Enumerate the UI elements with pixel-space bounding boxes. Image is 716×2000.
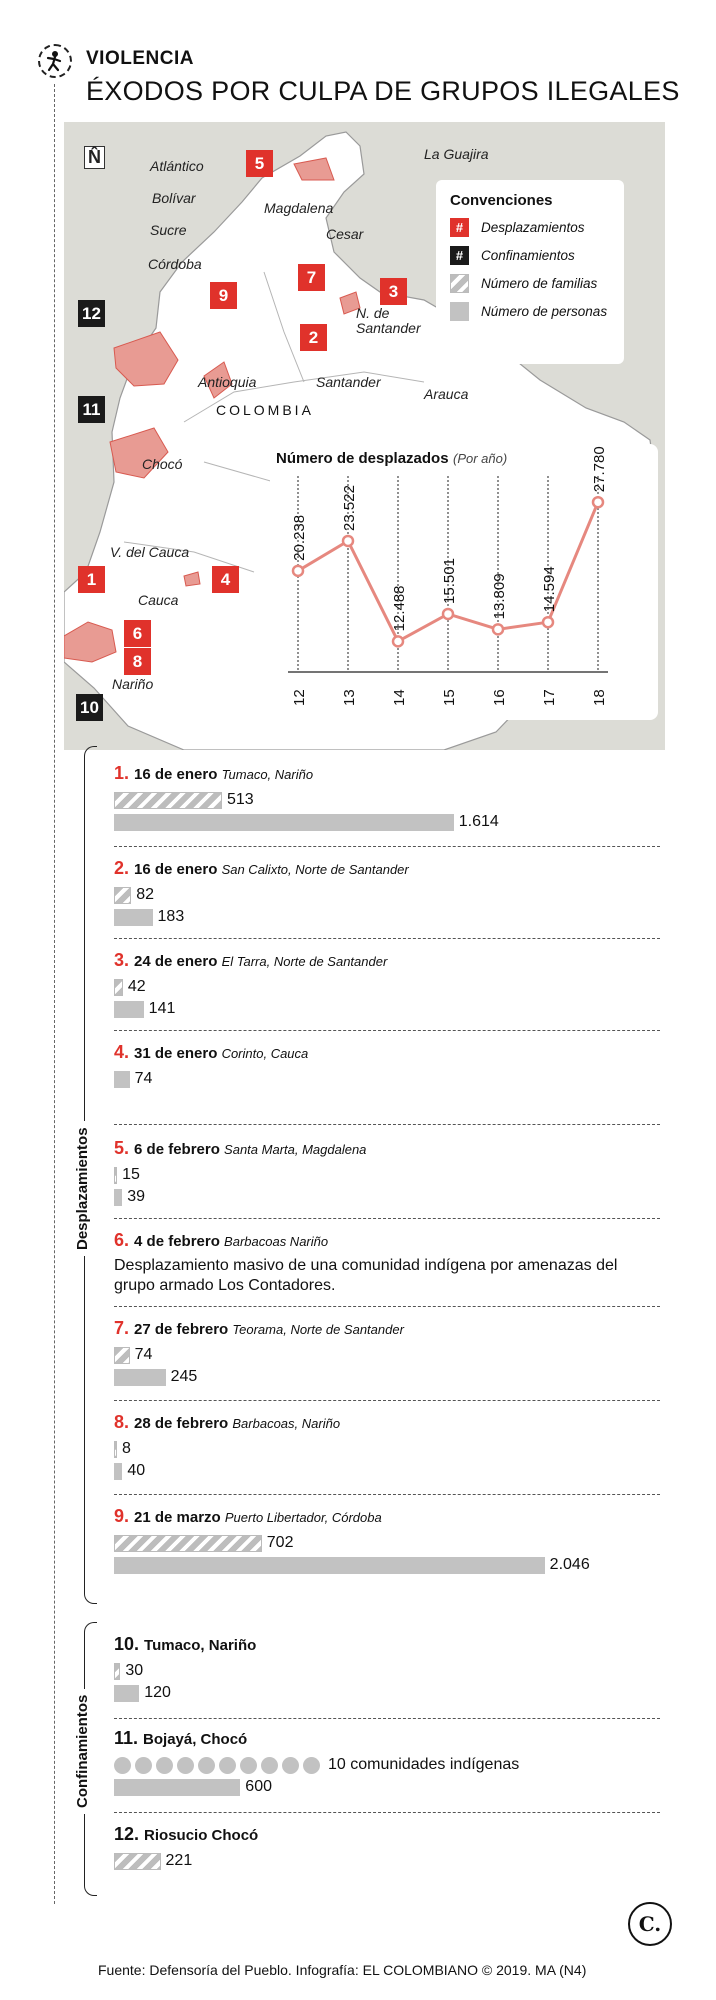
persons-row xyxy=(114,1186,660,1208)
confinement-body xyxy=(114,1850,660,1872)
families-value: 30 xyxy=(125,1662,144,1679)
persons-bar xyxy=(114,1685,139,1702)
chart-data-label: 14.594 xyxy=(541,566,558,613)
families-row xyxy=(114,976,660,998)
incident-place: Teorama, Norte de Santander xyxy=(232,1322,404,1337)
community-icon xyxy=(156,1757,173,1774)
chart-point xyxy=(593,497,603,507)
confinements-section-label: Confinamientos xyxy=(74,1689,91,1814)
incident-body xyxy=(114,1068,660,1090)
families-row xyxy=(114,789,660,811)
incident-place: San Calixto, Norte de Santander xyxy=(221,862,409,877)
incident-item xyxy=(114,1506,660,1576)
marker-6: 6 xyxy=(124,620,151,647)
chart-point xyxy=(343,536,353,546)
incident-date: 27 de febrero xyxy=(134,1321,233,1338)
persons-bar xyxy=(114,1071,130,1088)
incident-item xyxy=(114,1138,660,1208)
incident-number: 6. xyxy=(114,1230,135,1250)
incident-item xyxy=(114,1318,660,1388)
persons-row xyxy=(114,906,660,928)
families-row xyxy=(114,1438,660,1460)
community-icon xyxy=(303,1757,320,1774)
persons-row xyxy=(114,1554,660,1576)
chart-tick-label: 17 xyxy=(541,689,558,706)
chart-data-label: 15.501 xyxy=(441,558,458,604)
chart-point xyxy=(293,566,303,576)
incident-number: 1. xyxy=(114,763,135,783)
persons-bar xyxy=(114,1189,122,1206)
families-row xyxy=(114,1850,660,1872)
persons-value: 141 xyxy=(148,1000,176,1017)
families-bar xyxy=(114,1347,130,1364)
incident-place: Barbacoas Nariño xyxy=(224,1234,329,1249)
persons-bar xyxy=(114,1369,166,1386)
confinement-number: 10. xyxy=(114,1634,145,1654)
separator xyxy=(114,1718,660,1719)
incident-body xyxy=(114,976,660,1020)
incident-place: Barbacoas, Nariño xyxy=(232,1416,341,1431)
label-santander: Santander xyxy=(316,374,381,390)
marker-7: 7 xyxy=(298,264,325,291)
persons-row xyxy=(114,1068,660,1090)
incident-number: 8. xyxy=(114,1412,135,1432)
incident-number: 5. xyxy=(114,1138,135,1158)
chart-data-label: 23.522 xyxy=(341,485,358,531)
incident-body xyxy=(114,1164,660,1208)
persons-value: 1.614 xyxy=(458,813,499,830)
incident-item xyxy=(114,858,660,928)
label-magdalena: Magdalena xyxy=(264,200,334,216)
persons-bar xyxy=(114,1779,240,1796)
families-row xyxy=(114,884,660,906)
displacement-legend-icon: # xyxy=(450,218,469,237)
families-bar xyxy=(114,1853,161,1870)
marker-5: 5 xyxy=(246,150,273,177)
logo: C. xyxy=(628,1902,672,1946)
chart-point xyxy=(543,617,553,627)
persons-row xyxy=(114,1682,660,1704)
families-bar xyxy=(114,887,131,904)
incident-place: Santa Marta, Magdalena xyxy=(224,1142,367,1157)
confinement-number: 12. xyxy=(114,1824,145,1844)
incident-place: Corinto, Cauca xyxy=(221,1046,309,1061)
separator xyxy=(114,1124,660,1125)
incident-date: 16 de enero xyxy=(134,766,222,783)
displacements-section-label: Desplazamientos xyxy=(74,1121,91,1256)
label-country: COLOMBIA xyxy=(216,402,314,418)
incident-title xyxy=(114,1042,660,1063)
confinement-number: 11. xyxy=(114,1728,144,1748)
incident-body xyxy=(114,1532,660,1576)
chart-tick-label: 16 xyxy=(491,689,508,706)
incident-title xyxy=(114,763,660,784)
community-icon xyxy=(135,1757,152,1774)
incident-place: El Tarra, Norte de Santander xyxy=(221,954,388,969)
persons-legend-icon xyxy=(450,302,469,321)
persons-value: 183 xyxy=(157,908,185,925)
families-value: 82 xyxy=(136,886,155,903)
incident-item xyxy=(114,950,660,1020)
families-bar xyxy=(114,792,222,809)
community-icon xyxy=(177,1757,194,1774)
confinement-item xyxy=(114,1824,660,1872)
families-bar xyxy=(114,1663,120,1680)
chart-title: Número de desplazados xyxy=(276,450,449,467)
confinement-title xyxy=(114,1634,660,1655)
label-nsantander: N. de Santander xyxy=(356,305,421,336)
incident-body xyxy=(114,1344,660,1388)
confinement-item xyxy=(114,1728,660,1798)
line-chart xyxy=(270,444,658,720)
marker-2: 2 xyxy=(300,324,327,351)
incident-date: 16 de enero xyxy=(134,861,222,878)
families-row xyxy=(114,1164,660,1186)
persons-value: 600 xyxy=(245,1778,272,1795)
chart-tick-label: 18 xyxy=(591,689,608,706)
confinement-title xyxy=(114,1824,660,1845)
incident-number: 9. xyxy=(114,1506,135,1526)
label-atlantico: Atlántico xyxy=(150,158,204,174)
community-icon xyxy=(282,1757,299,1774)
persons-row xyxy=(114,998,660,1020)
persons-row xyxy=(114,1460,660,1482)
label-choco: Chocó xyxy=(142,456,183,472)
marker-10: 10 xyxy=(76,694,103,721)
persons-value: 40 xyxy=(127,1462,146,1479)
families-bar xyxy=(114,1441,117,1458)
chart-data-label: 12.488 xyxy=(391,585,408,632)
label-cesar: Cesar xyxy=(326,226,364,242)
community-icon xyxy=(261,1757,278,1774)
community-icon xyxy=(198,1757,215,1774)
legend-title: Convenciones xyxy=(450,192,553,209)
chart-point xyxy=(493,624,503,634)
incident-title xyxy=(114,1318,660,1339)
incident-date: 24 de enero xyxy=(134,953,222,970)
families-bar xyxy=(114,979,123,996)
label-cordoba: Córdoba xyxy=(148,256,202,272)
frame-vertical-rule xyxy=(54,84,55,1904)
label-narino: Nariño xyxy=(112,676,154,692)
persons-bar xyxy=(114,1463,122,1480)
families-value: 8 xyxy=(122,1440,131,1457)
page-title: ÉXODOS POR CULPA DE GRUPOS ILEGALES xyxy=(86,76,680,106)
persons-bar xyxy=(114,1557,545,1574)
separator xyxy=(114,1400,660,1401)
families-bar xyxy=(114,1535,262,1552)
incident-description: Desplazamiento masivo de una comunidad indígena por amenazas del grupo armado Los Contadores. xyxy=(114,1257,618,1294)
separator xyxy=(114,1030,660,1031)
incident-title xyxy=(114,1138,660,1159)
separator xyxy=(114,1812,660,1813)
incident-date: 31 de enero xyxy=(134,1045,222,1062)
marker-4: 4 xyxy=(212,566,239,593)
persons-value: 2.046 xyxy=(549,1556,590,1573)
marker-12: 12 xyxy=(78,300,105,327)
chart-point xyxy=(443,609,453,619)
incident-number: 4. xyxy=(114,1042,135,1062)
families-bar xyxy=(114,1167,117,1184)
persons-bar xyxy=(114,1001,144,1018)
incident-item xyxy=(114,1412,660,1482)
incident-date: 4 de febrero xyxy=(134,1233,225,1250)
chart-tick-label: 15 xyxy=(441,689,458,706)
incident-place: Puerto Libertador, Córdoba xyxy=(224,1510,382,1525)
confinement-title xyxy=(114,1728,660,1749)
chart-data-label: 27.780 xyxy=(591,446,608,493)
chart-data-label: 20.238 xyxy=(291,514,308,561)
communities-label: 10 comunidades indígenas xyxy=(328,1756,520,1773)
community-icon xyxy=(240,1757,257,1774)
marker-1: 1 xyxy=(78,566,105,593)
marker-8: 8 xyxy=(124,648,151,675)
label-bolivar: Bolívar xyxy=(152,190,196,206)
families-legend-icon xyxy=(450,274,469,293)
confinement-place: Tumaco, Nariño xyxy=(144,1637,257,1654)
incident-title xyxy=(114,950,660,971)
families-value: 221 xyxy=(165,1852,193,1869)
families-value: 42 xyxy=(127,978,146,995)
persons-bar xyxy=(114,909,153,926)
legend-families: Número de familias xyxy=(481,276,598,291)
confinement-body xyxy=(114,1754,660,1798)
confinement-place: Riosucio Chocó xyxy=(144,1827,259,1844)
kicker: VIOLENCIA xyxy=(86,48,194,69)
incident-place: Tumaco, Nariño xyxy=(221,767,314,782)
confinement-item xyxy=(114,1634,660,1704)
label-antioquia: Antioquia xyxy=(198,374,257,390)
incident-body xyxy=(114,789,660,833)
marker-11: 11 xyxy=(78,396,105,423)
families-row xyxy=(114,1532,660,1554)
section-icon xyxy=(38,44,72,78)
persons-value: 245 xyxy=(170,1368,198,1385)
separator xyxy=(114,1306,660,1307)
incident-item xyxy=(114,1230,660,1296)
legend-displacements: Desplazamientos xyxy=(481,220,585,235)
confinement-place: Bojayá, Chocó xyxy=(143,1731,248,1748)
persons-value: 120 xyxy=(144,1684,171,1701)
footer-source: Fuente: Defensoría del Pueblo. Infografía: EL COLOMBIANO © 2019. MA (N4) xyxy=(98,1962,587,1978)
incident-item xyxy=(114,763,660,833)
label-arauca: Arauca xyxy=(424,386,469,402)
confinement-legend-icon: # xyxy=(450,246,469,265)
persons-row xyxy=(114,1366,660,1388)
families-row xyxy=(114,1660,660,1682)
separator xyxy=(114,1218,660,1219)
incident-title xyxy=(114,1412,660,1433)
incident-title xyxy=(114,1506,660,1527)
incident-title xyxy=(114,858,660,879)
families-value: 15 xyxy=(122,1166,140,1183)
chart-data-label: 13.809 xyxy=(491,573,508,620)
marker-9: 9 xyxy=(210,282,237,309)
incident-number: 7. xyxy=(114,1318,135,1338)
community-icon xyxy=(219,1757,236,1774)
label-guajira: La Guajira xyxy=(424,146,489,162)
community-icon xyxy=(114,1757,131,1774)
confinement-body xyxy=(114,1660,660,1704)
label-cauca: Cauca xyxy=(138,592,179,608)
separator xyxy=(114,1494,660,1495)
persons-row xyxy=(114,811,660,833)
incident-body xyxy=(114,1438,660,1482)
incident-body xyxy=(114,1256,660,1296)
chart-tick-label: 14 xyxy=(391,689,408,706)
marker-3: 3 xyxy=(380,278,407,305)
separator xyxy=(114,938,660,939)
incident-date: 21 de marzo xyxy=(134,1509,225,1526)
label-sucre: Sucre xyxy=(150,222,187,238)
persons-value: 39 xyxy=(127,1188,145,1205)
incident-item xyxy=(114,1042,660,1090)
north-arrow: N̂ xyxy=(84,146,105,169)
chart-subtitle: (Por año) xyxy=(453,451,508,466)
incident-date: 28 de febrero xyxy=(134,1415,233,1432)
persons-row xyxy=(114,1776,660,1798)
chart-tick-label: 13 xyxy=(341,689,358,706)
label-vcauca: V. del Cauca xyxy=(110,544,190,560)
families-value: 702 xyxy=(266,1534,294,1551)
separator xyxy=(114,846,660,847)
legend-persons: Número de personas xyxy=(481,304,608,319)
chart-tick-label: 12 xyxy=(291,689,308,706)
families-row xyxy=(114,1344,660,1366)
families-value: 74 xyxy=(134,1346,153,1363)
incident-title xyxy=(114,1230,660,1251)
incident-number: 2. xyxy=(114,858,135,878)
incident-number: 3. xyxy=(114,950,135,970)
persons-value: 74 xyxy=(134,1070,153,1087)
chart-point xyxy=(393,636,403,646)
persons-bar xyxy=(114,814,454,831)
legend xyxy=(436,180,624,364)
incident-date: 6 de febrero xyxy=(134,1141,225,1158)
incident-body xyxy=(114,884,660,928)
communities-row xyxy=(114,1754,660,1776)
families-value: 513 xyxy=(226,791,254,808)
legend-confinements: Confinamientos xyxy=(481,248,575,263)
